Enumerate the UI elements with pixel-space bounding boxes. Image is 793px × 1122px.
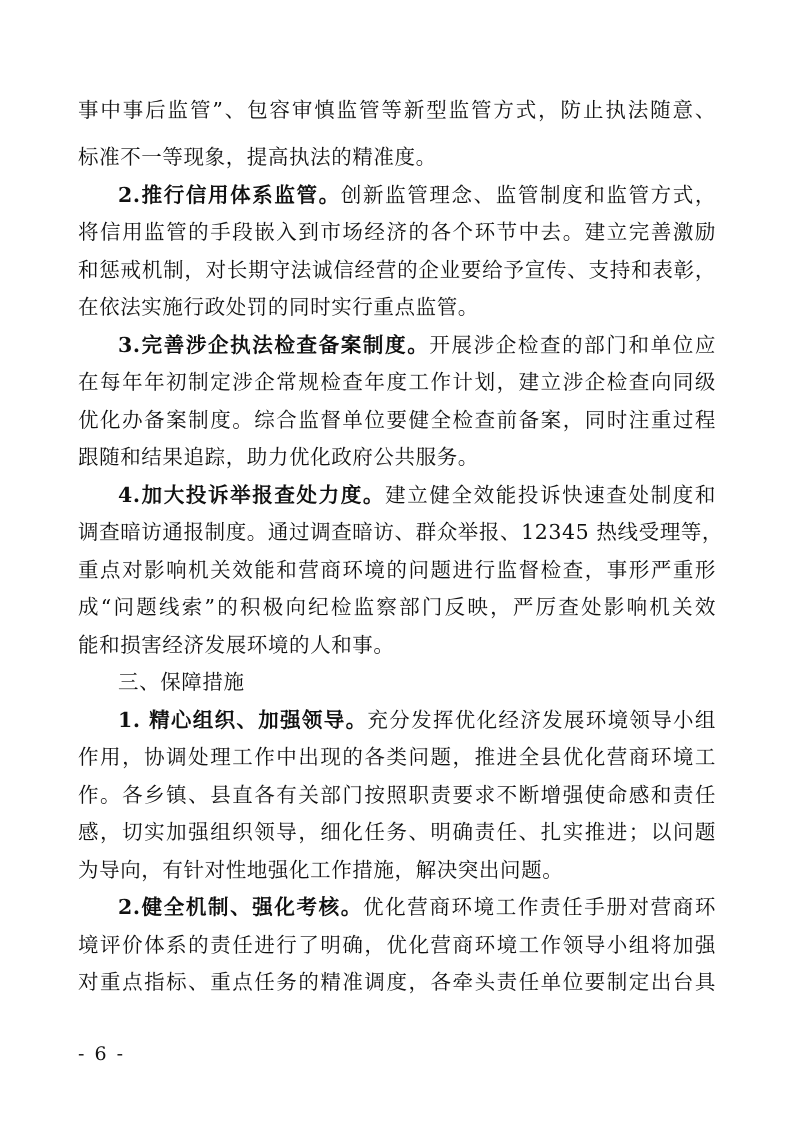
- body-text-line: [78, 967, 716, 997]
- line-text: 作。各乡镇、县直各有关部门按照职责要求不断增强使命感和责任: [78, 783, 716, 807]
- section-heading: 3.完善涉企执法检查备案制度。: [118, 333, 430, 357]
- line-text: 感，切实加强组织领导，细化任务、明确责任、扎实推进；以问题: [78, 820, 716, 844]
- line-text: 在每年年初制定涉企常规检查年度工作计划，建立涉企检查向同级: [78, 370, 716, 394]
- body-text-line: [78, 95, 716, 125]
- section-heading: 4.加大投诉举报查处力度。: [118, 483, 386, 507]
- line-text: 境评价体系的责任进行了明确，优化营商环境工作领导小组将加强: [78, 933, 716, 957]
- line-text: 将信用监管的手段嵌入到市场经济的各个环节中去。建立完善激励: [78, 220, 716, 244]
- body-text-line: [78, 630, 716, 660]
- body-text-line: [118, 705, 716, 735]
- line-text: 对重点指标、重点任务的精准调度，各牵头责任单位要制定出台具: [78, 970, 716, 994]
- line-text: 调查暗访通报制度。通过调查暗访、群众举报、12345 热线受理等，: [78, 520, 724, 544]
- line-text: 跟随和结果追踪，助力优化政府公共服务。: [78, 445, 479, 469]
- line-text: 优化办备案制度。综合监督单位要健全检查前备案，同时注重过程: [78, 408, 716, 432]
- section-heading: 1. 精心组织、加强领导。: [118, 708, 368, 732]
- line-text: 为导向，有针对性地强化工作措施，解决突出问题。: [78, 858, 564, 882]
- line-text: 成“问题线索”的积极向纪检监察部门反映，严厉查处影响机关效: [78, 595, 716, 619]
- body-text-line: [78, 780, 716, 810]
- line-text: 重点对影响机关效能和营商环境的问题进行监督检查，事形严重形: [78, 558, 716, 582]
- line-text: 在依法实施行政处罚的同时实行重点监管。: [78, 295, 479, 319]
- body-text-line: [78, 367, 716, 397]
- line-text: 标准不一等现象，提高执法的精准度。: [78, 145, 437, 169]
- body-text-line: [78, 292, 716, 322]
- body-text-line: [118, 892, 716, 922]
- line-text: 充分发挥优化经济发展环境领导小组: [367, 708, 716, 732]
- line-text: 和惩戒机制，对长期守法诚信经营的企业要给予宣传、支持和表彰，: [78, 258, 716, 282]
- line-text: 开展涉企检查的部门和单位应: [429, 333, 716, 357]
- body-text-line: [78, 517, 724, 547]
- body-text-line: [118, 480, 716, 510]
- body-text-line: [78, 555, 716, 585]
- body-text-line: [78, 217, 716, 247]
- body-text-line: [78, 142, 716, 172]
- line-text: 作用，协调处理工作中出现的各类问题，推进全县优化营商环境工: [78, 745, 716, 769]
- line-text: 能和损害经济发展环境的人和事。: [78, 633, 395, 657]
- line-text: 创新监管理念、监管制度和监管方式，: [340, 183, 716, 207]
- body-text-line: [78, 742, 716, 772]
- body-text-line: [78, 817, 716, 847]
- body-text-line: [118, 330, 716, 360]
- body-text-line: [78, 855, 716, 885]
- line-text: 事中事后监管”、包容审慎监管等新型监管方式，防止执法随意、: [78, 98, 716, 122]
- body-text-line: [78, 405, 716, 435]
- section-title: [118, 667, 716, 697]
- section-heading: 2.推行信用体系监管。: [118, 183, 341, 207]
- section-heading: 2.健全机制、强化考核。: [118, 895, 363, 919]
- line-text: 建立健全效能投诉快速查处制度和: [385, 483, 717, 507]
- line-text: 优化营商环境工作责任手册对营商环: [362, 895, 716, 919]
- body-text-line: [78, 255, 716, 285]
- body-text-line: [118, 180, 716, 210]
- body-text-line: [78, 592, 716, 622]
- page-number: - 6 -: [78, 1043, 126, 1065]
- body-text-line: [78, 930, 716, 960]
- body-text-line: [78, 442, 716, 472]
- line-text: 三、保障措施: [118, 670, 245, 694]
